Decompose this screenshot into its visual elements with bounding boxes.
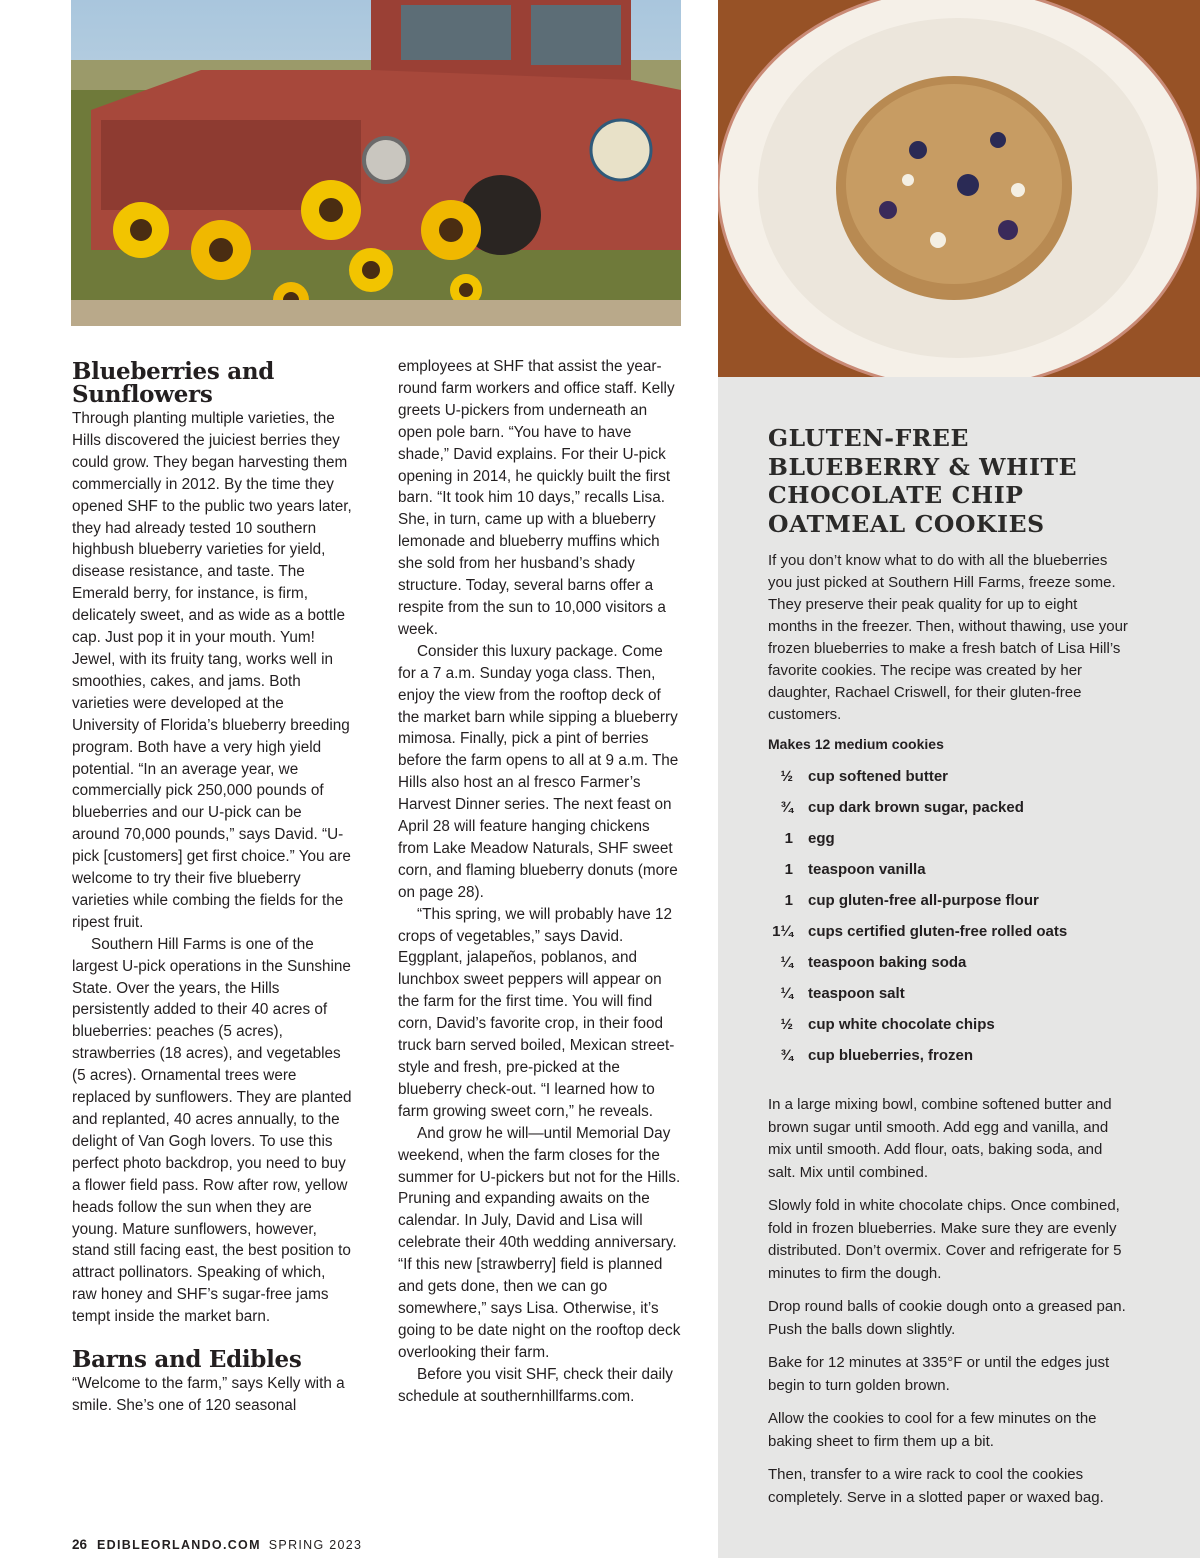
recipe-step: Allow the cookies to cool for a few minutes on the baking sheet to firm them up a bit.: [768, 1410, 1097, 1450]
page-number: 26: [72, 1537, 88, 1552]
footer-issue: SPRING 2023: [268, 1538, 363, 1552]
ingredient-amount: 1: [784, 830, 793, 847]
ingredient: [768, 953, 1130, 984]
ingredient: [768, 829, 1130, 860]
ingredient: [768, 798, 1130, 829]
article-paragraph: “This spring, we will probably have 12 crops of vegetables,” says David. Eggplant, jalapeños, poblanos, and lunchbox sweet peppers will appear on the farm for the first time. You will find corn, David’s favorite crop, in their food truck barn served boiled, Mexican street-style and fresh, pre-picked at the blueberry check-out. “I learned how to farm growing sweet corn,” he reveals.: [398, 905, 675, 1120]
section-heading-barns: Barns and Edibles: [72, 1346, 302, 1374]
ingredient: [768, 984, 1130, 1015]
recipe-intro: If you don’t know what to do with all the blueberries you just picked at Southern Hill Farms, freeze some. They preserve their peak quality for up to eight months in the freezer. Then, without thawing, use your frozen blueberries to make a fresh batch of Lisa Hill’s favorite cookies. The recipe was created by her daughter, Rachael Criswell, for their gluten-free customers.: [768, 552, 1128, 723]
page-footer: [72, 1537, 362, 1552]
article-column-2: [398, 356, 682, 1408]
ingredient-amount: ½: [780, 768, 793, 785]
ingredient-amount: 1: [784, 892, 793, 909]
ingredient-item: cup softened butter: [808, 768, 949, 785]
recipe-title: GLUTEN-FREE BLUEBERRY & WHITE CHOCOLATE CHIP OATMEAL COOKIES: [768, 424, 1078, 538]
article-paragraph: Before you visit SHF, check their daily schedule at southernhillfarms.com.: [398, 1365, 673, 1405]
recipe-step: Drop round balls of cookie dough onto a greased pan. Push the balls down slightly.: [768, 1298, 1126, 1338]
ingredient-amount: ¼: [780, 985, 793, 1002]
ingredient-list: [768, 767, 1130, 1077]
section-heading-blueberries: Blueberries and Sunflowers: [72, 358, 275, 408]
ingredient-item: cup gluten-free all-purpose flour: [808, 892, 1039, 909]
article-paragraph: Through planting multiple varieties, the Hills discovered the juiciest berries they could grow. They began harvesting them commercially in 2012. By the time they opened SHF to the public two years later, they had already tested 10 southern highbush blueberry varieties for yield, disease resistance, and taste. The Emerald berry, for instance, is firm, delicately sweet, and as wide as a bottle cap. Just pop it in your mouth. Yum! Jewel, with its fruity tang, works well in smoothies, cakes, and jams. Both varieties were developed at the University of Florida’s blueberry breeding program. Both have a very high yield potential. “In an average year, we commercially pick 250,000 pounds of blueberries and our U-pick can be around 70,000 pounds,” says David. “U-pick [customers] get first choice.” You are welcome to try their five blueberry varieties while combing the fields for the ripest fruit.: [72, 410, 352, 931]
recipe: [768, 424, 1130, 1520]
ingredient: [768, 922, 1130, 953]
ingredient-amount: 1¼: [772, 923, 793, 940]
recipe-step: Slowly fold in white chocolate chips. Once combined, fold in frozen blueberries. Make sure they are evenly distributed. Don’t overmix. Cover and refrigerate for 5 minutes to firm the dough.: [768, 1197, 1122, 1282]
truck-sunflower-photo: [71, 0, 681, 326]
article-column-1: [72, 360, 352, 1417]
ingredient-item: cup blueberries, frozen: [808, 1047, 974, 1064]
recipe-yield: Makes 12 medium cookies: [768, 736, 944, 752]
ingredient-item: teaspoon vanilla: [808, 861, 926, 878]
ingredient-amount: ¼: [780, 954, 793, 971]
footer-site: EDIBLEORLANDO.COM: [97, 1538, 261, 1552]
ingredient: [768, 767, 1130, 798]
ingredient: [768, 1015, 1130, 1046]
ingredient-item: cups certified gluten-free rolled oats: [808, 923, 1068, 940]
recipe-step: In a large mixing bowl, combine softened butter and brown sugar until smooth. Add egg and vanilla, and mix until smooth. Add flour, oats, baking soda, and salt. Mix until combined.: [768, 1096, 1112, 1181]
recipe-step: Then, transfer to a wire rack to cool the cookies completely. Serve in a slotted paper or waxed bag.: [768, 1466, 1104, 1506]
cookie-photo: [718, 0, 1200, 377]
article-paragraph: employees at SHF that assist the year-round farm workers and office staff. Kelly greets U-pickers from underneath an open pole barn. “You have to have shade,” David explains. For their U-pick opening in 2014, he quickly built the first barn. “It took him 10 days,” recalls Lisa. She, in turn, came up with a blueberry lemonade and blueberry muffins which she sold from her husband’s shady structure. Today, several barns offer a respite from the sun to 10,000 visitors a week.: [398, 358, 675, 638]
ingredient-amount: 1: [784, 861, 793, 878]
article-paragraph: Consider this luxury package. Come for a 7 a.m. Sunday yoga class. Then, enjoy the view from the rooftop deck of the market barn while sipping a blueberry mimosa. Finally, pick a pint of berries before the farm opens to all at 9 a.m. The Hills also host an al fresco Farmer’s Harvest Dinner series. The next feast on April 28 will feature hanging chickens from Lake Meadow Naturals, SHF sweet corn, and flaming blueberry donuts (more on page 28).: [398, 642, 679, 901]
ingredient-item: egg: [808, 830, 835, 847]
ingredient-amount: ½: [780, 1016, 793, 1033]
ingredient-amount: ¾: [780, 1047, 793, 1064]
ingredient: [768, 1046, 1130, 1077]
ingredient-item: cup dark brown sugar, packed: [808, 799, 1024, 816]
recipe-step: Bake for 12 minutes at 335°F or until the edges just begin to turn golden brown.: [768, 1354, 1110, 1394]
ingredient: [768, 860, 1130, 891]
ingredient-item: teaspoon salt: [808, 985, 905, 1002]
ingredient-item: teaspoon baking soda: [808, 954, 967, 971]
article-paragraph: Southern Hill Farms is one of the largest U-pick operations in the Sunshine State. Over the years, the Hills persistently added to their 40 acres of blueberries: peaches (5 acres), strawberries (18 acres), and vegetables (5 acres). Ornamental trees were replaced by sunflowers. They are planted and replanted, 40 acres annually, to the delight of Van Gogh lovers. To use this perfect photo backdrop, you need to buy a flower field pass. Row after row, yellow heads follow the sun when they are young. Mature sunflowers, however, stand still facing east, the best position to attract pollinators. Speaking of which, raw honey and SHF’s sugar-free jams tempt inside the market barn.: [72, 935, 352, 1326]
ingredient-amount: ¾: [780, 799, 793, 816]
ingredient-item: cup white chocolate chips: [808, 1016, 995, 1033]
ingredient: [768, 891, 1130, 922]
article-paragraph: And grow he will—until Memorial Day weekend, when the farm closes for the summer for U-pickers but not for the Hills. Pruning and expanding awaits on the calendar. In July, David and Lisa will celebrate their 40th wedding anniversary. “If this new [strawberry] field is planned and gets done, then we can go somewhere,” says Lisa. Otherwise, it’s going to be date night on the rooftop deck overlooking their farm.: [398, 1124, 681, 1361]
article-paragraph: “Welcome to the farm,” says Kelly with a smile. She’s one of 120 seasonal: [72, 1375, 345, 1414]
